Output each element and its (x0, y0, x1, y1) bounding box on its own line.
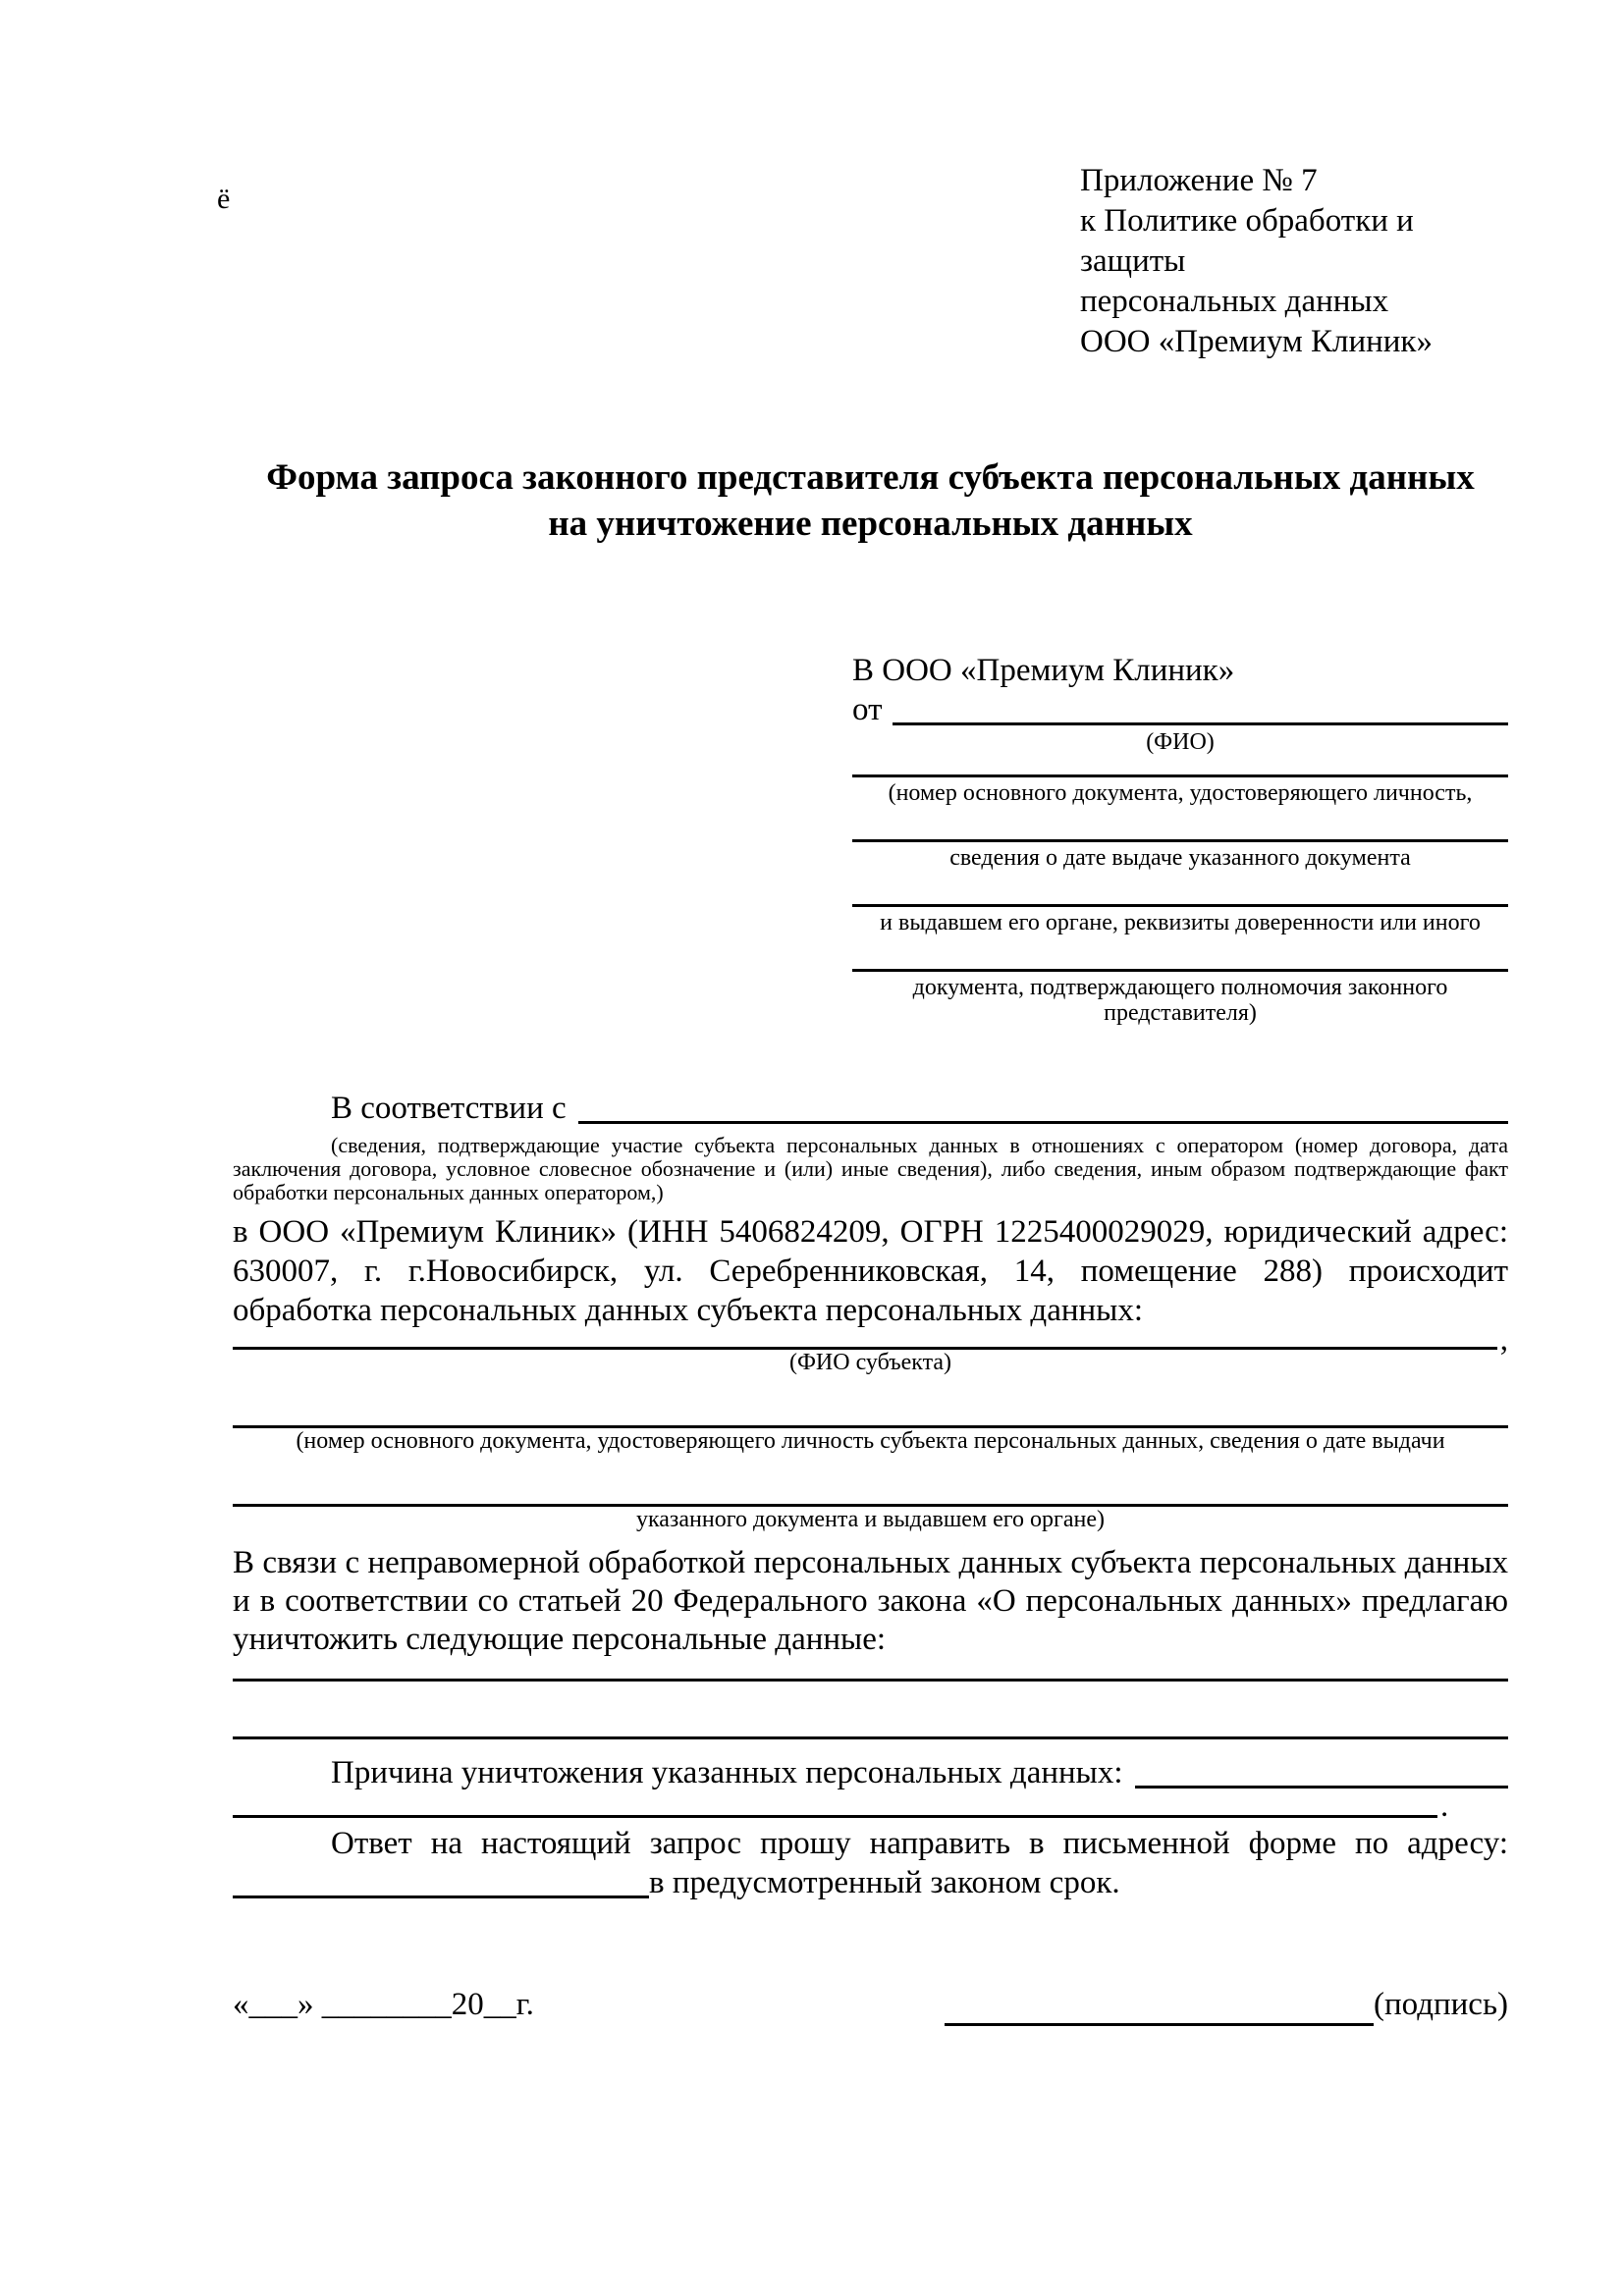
subject-fio-caption: (ФИО субъекта) (788, 1350, 952, 1375)
appendix-note (1080, 0, 1508, 362)
addressee-doc-group (852, 904, 1508, 935)
from-blank-line (893, 686, 1509, 725)
subject-doc-blank-line-2 (233, 1487, 1508, 1507)
addressee-doc-group (852, 839, 1508, 871)
date-line: «___» ________20__г. (233, 1987, 534, 2022)
appendix-note-line: ООО «Премиум Клиник» (1080, 324, 1433, 359)
reason-blank-line-2 (233, 1796, 1437, 1818)
appendix-note-line: Приложение № 7 (1080, 163, 1318, 198)
blank-line (852, 969, 1508, 972)
doc-caption: (номер основного документа, удостоверяющего личность, (888, 780, 1473, 806)
addressee-from-row (852, 690, 1508, 729)
subject-doc-caption-1: (номер основного документа, удостоверяющего личность субъекта персональных данных, сведения о дате выдачи (296, 1428, 1445, 1454)
doc-caption: документа, подтверждающего полномочия законного представителя) (912, 975, 1448, 1026)
fio-caption: (ФИО) (1146, 729, 1215, 755)
subject-doc-row (233, 1409, 1508, 1428)
page-marker: ё (217, 183, 231, 215)
subject-doc-row-2 (233, 1487, 1508, 1507)
document-title (233, 454, 1508, 547)
from-label: от (852, 692, 883, 727)
appendix-note-line: персональных данных (1080, 284, 1389, 319)
addressee-doc-group (852, 969, 1508, 1026)
data-blank-line-1 (233, 1679, 1508, 1682)
blank-line (852, 904, 1508, 907)
reason-row (233, 1753, 1508, 1792)
response-address-row (233, 1863, 1508, 1902)
signature-caption: (подпись) (1374, 1987, 1508, 2022)
reason-blank-line (1135, 1749, 1508, 1789)
trailing-period: . (1440, 1789, 1449, 1824)
subject-doc-blank-line (233, 1409, 1508, 1428)
document-title-line1: Форма запроса законного представителя субъекта персональных данных (266, 457, 1475, 498)
subject-fio-blank-line (233, 1330, 1497, 1350)
appendix-note-line: к Политике обработки и защиты (1080, 203, 1414, 279)
reason-continuation-row (233, 1789, 1508, 1824)
demand-paragraph: В связи с неправомерной обработкой персональных данных субъекта персональных данных и в соответствии со статьей 20 Федерального закона «О персональных данных» предлагаю уничтожить следующие персональные данные: (233, 1545, 1508, 1657)
doc-caption: и выдавшем его органе, реквизиты доверенности или иного (880, 910, 1481, 935)
data-blank-line-2 (233, 1736, 1508, 1739)
accordance-row (233, 1089, 1508, 1128)
accordance-blank-line (578, 1085, 1508, 1124)
signature-footer (233, 1983, 1508, 2026)
paragraph-indent (233, 1089, 331, 1128)
addressee-to: В ООО «Премиум Клиник» (852, 653, 1235, 688)
subject-doc-caption-2: указанного документа и выдавшем его органе) (635, 1507, 1106, 1532)
doc-caption: сведения о дате выдаче указанного документа (949, 845, 1411, 871)
addressee-doc-group (852, 774, 1508, 806)
operator-paragraph: в ООО «Премиум Клиник» (ИНН 5406824209, ОГРН 1225400029029, юридический адрес: 630007, г. г.Новосибирск, ул. Серебренниковская, 14, помещение 288) происходит обработка персональных данных субъекта персональных данных: (233, 1214, 1508, 1328)
reason-lead: Причина уничтожения указанных персональных данных: (331, 1755, 1123, 1790)
signature-group (945, 1983, 1508, 2026)
subject-fio-comma: , (1499, 1322, 1508, 1358)
response-paragraph: Ответ на настоящий запрос прошу направить в письменной форме по адресу: (331, 1826, 1508, 1861)
signature-blank-line (945, 1988, 1374, 2026)
address-blank-line (233, 1859, 649, 1898)
paragraph-indent (233, 1753, 331, 1792)
response-tail: в предусмотренный законом срок. (649, 1865, 1120, 1900)
blank-line (852, 774, 1508, 777)
blank-line (852, 839, 1508, 842)
document-title-line2: на уничтожение персональных данных (548, 504, 1193, 544)
accordance-footnote: (сведения, подтверждающие участие субъекта персональных данных в отношениях с оператором (номер договора, дата заключения договора, условное словесное обозначение и (или) иные сведения), либо сведения, иным образом подтверждающие факт обработки персональных данных оператором,) (233, 1133, 1508, 1204)
addressee-block (852, 651, 1508, 1026)
accordance-lead: В соответствии с (331, 1091, 567, 1126)
subject-fio-row (233, 1322, 1508, 1358)
